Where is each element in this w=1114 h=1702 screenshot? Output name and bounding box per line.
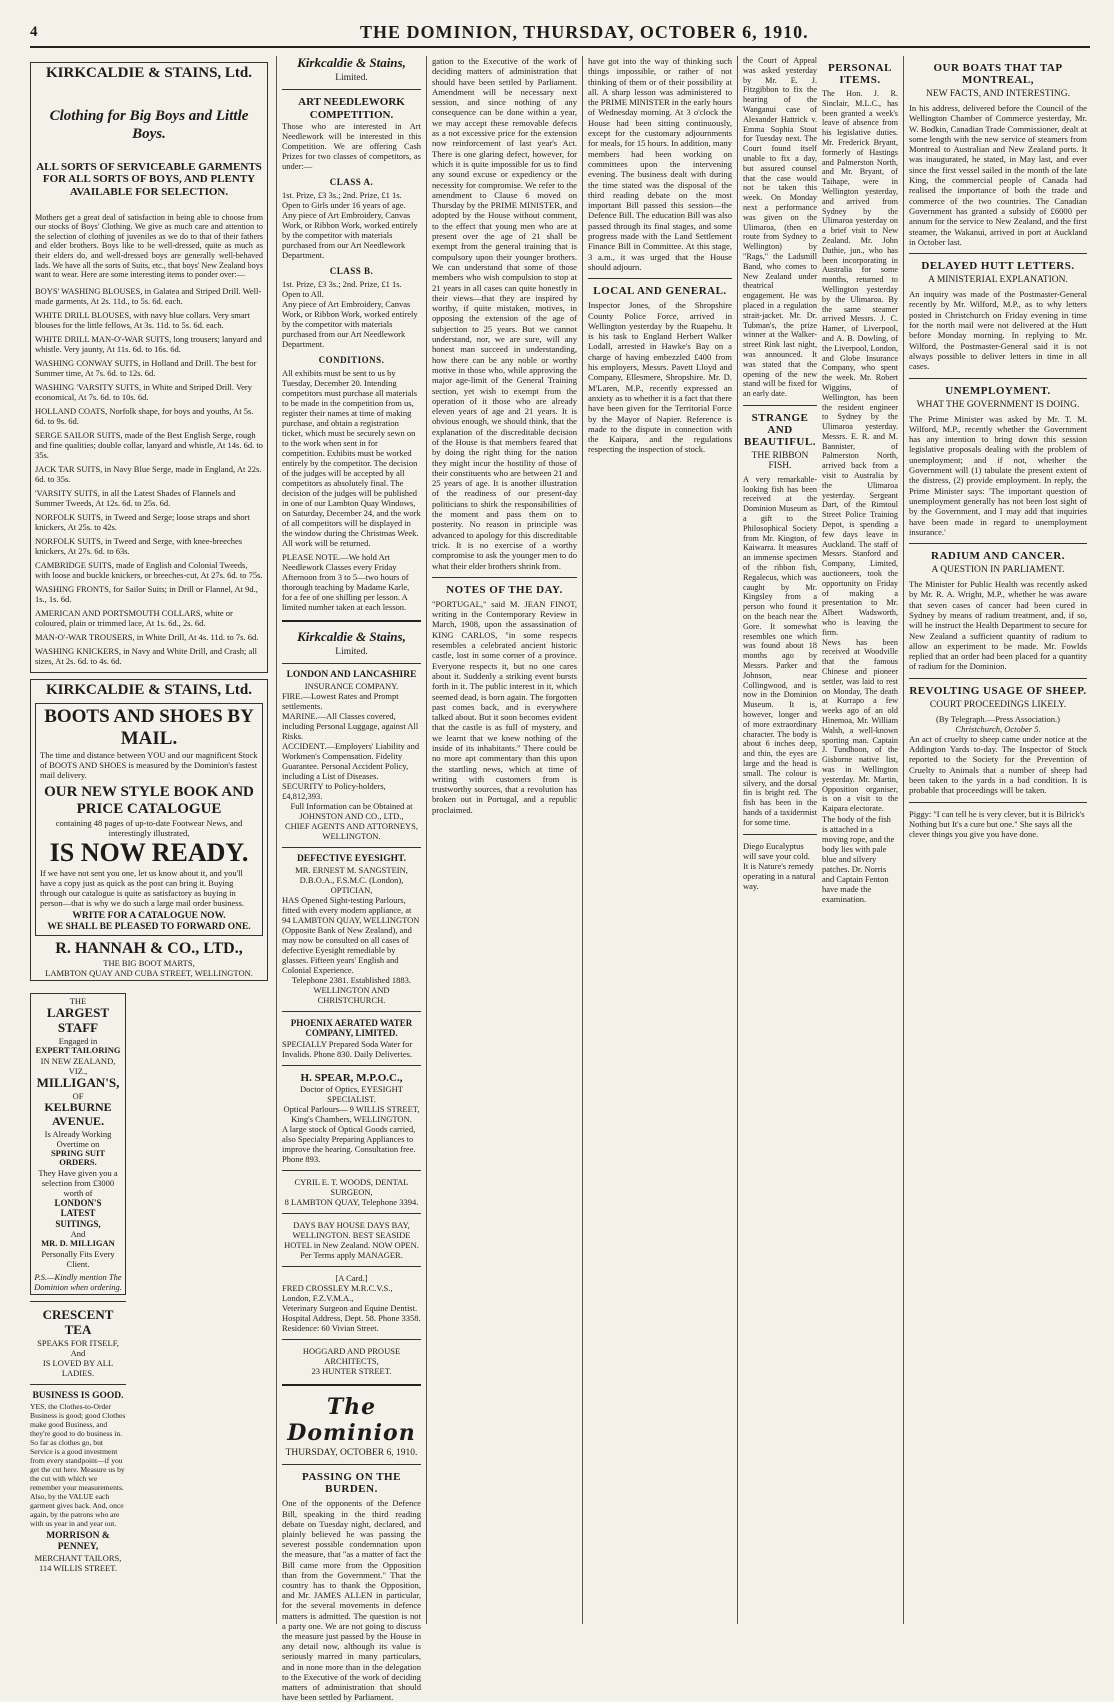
divider xyxy=(282,89,421,90)
strange-title: STRANGE AND BEAUTIFUL. xyxy=(744,411,816,448)
milligan-sel: They Have given you a selection from £3000 worth of xyxy=(38,1168,118,1199)
diego-text: Diego Eucalyptus will save your cold. It is Nature's remedy operating in a natural way. xyxy=(743,840,816,891)
court-text: the Court of Appeal was asked yesterday by Mr. E. J. Fitzgibbon to fix the hearing of the Wanganui case of Alexander Hattrick v. Emma Sophia Stout for Tuesday next. The Court found itself unable to fix a day, but assured counsel that the case would not be taken this week. On Monday next a performance was given on the Ulimaroa, (then en route from Sydney to Wellington) by "Rags," the Ladsmill Band, who comes to New Zealand under theatrical engagement. He was placed in a regulation strait-jacket. Mr. Dr. Tubman's, the prize winner at the Walker-street Rink last night, was announced. It was stated that the opening of the new stand will be fixed for an early date. xyxy=(743,56,817,399)
item-list xyxy=(35,286,263,666)
article-title: PASSING ON THE BURDEN. xyxy=(302,1471,401,1496)
eyesight-name: MR. ERNEST M. SANGSTEIN, D.B.O.A., F.S.M.C. (London), xyxy=(295,865,408,885)
hutt-sub: A MINISTERIAL EXPLANATION. xyxy=(928,275,1068,286)
phoenix-text: SPECIALLY Prepared Soda Water for Invalids. Phone 830. Daily Deliveries. xyxy=(282,1038,413,1059)
hutt-title: DELAYED HUTT LETTERS. xyxy=(921,260,1075,273)
list-item: WHITE DRILL BLOUSES, with navy blue collars. Very smart blouses for the little fellows, At 3s. 11d. to 5s. 6d. each. xyxy=(35,309,250,330)
sheep-place: Christchurch, October 5. xyxy=(955,723,1041,734)
radium-sub: A QUESTION IN PARLIAMENT. xyxy=(931,565,1065,576)
newspaper-title: THE DOMINION, THURSDAY, OCTOBER 6, 1910. xyxy=(360,22,809,42)
milligan-expert: EXPERT TAILORING xyxy=(35,1045,121,1056)
hannah-name: R. HANNAH & CO., LTD., xyxy=(55,940,243,957)
ad-intro: Mothers get a great deal of satisfaction in being able to choose from our stocks of Boys' Clothing. We give as much care and attention to the selection of clothing of juveniles as we do to that of their fathers and elder brothers. Boys like to be well-dressed, quite as much as their elders do, and well-dressed boys are generally well-behaved lads. We have all the sorts of Suits, etc., that boys' New Zealand boys want to wear. Here are some interesting items to ponder over:— xyxy=(35,212,263,280)
insurance-agents: CHIEF AGENTS AND ATTORNEYS, WELLINGTON. xyxy=(284,821,419,842)
tea-title: CRESCENT TEA xyxy=(42,1306,114,1337)
divider xyxy=(909,543,1087,544)
kirkcaldie-clothing-ad xyxy=(30,62,268,673)
list-item: SERGE SAILOR SUITS, made of the Best English Serge, rough and fine qualities; double collar, lanyard and whistle, At 14s. 6d. to 35s. xyxy=(35,429,263,460)
milligan-engaged: Engaged in xyxy=(58,1036,98,1047)
class-a-prize: 1st. Prize, £3 3s.; 2nd. Prize, £1 1s. Open to Girls under 16 years of age. xyxy=(282,190,406,211)
divider xyxy=(282,1384,421,1386)
column-2 xyxy=(282,55,421,1702)
class-a-text: Any piece of Art Embroidery, Canvas Work, or Ribbon Work, worked entirely by the competitor with materials purchased from our Art Needlework Department. xyxy=(282,210,418,261)
woods-name: CYRIL E. T. WOODS, DENTAL SURGEON, xyxy=(294,1177,409,1198)
divider xyxy=(282,1065,421,1066)
insurance-sub: INSURANCE COMPANY. xyxy=(304,681,399,692)
column-rule xyxy=(276,56,277,1624)
business-text: YES, the Clothes-to-Order Business is good; good Clothes make good Business, and they're good to do business in. So far as clothes go, but Service is a good investment from every standpoint—if you get the cut here. Measure us by the cut with which we remember your measurements. Also, by the VALUE each garment gives back. And, once again, by the patrons who are with us year in and year out. xyxy=(30,1401,126,1528)
eyesight-tel: Telephone 2381. Established 1883. WELLINGTON AND CHRISTCHURCH. xyxy=(291,975,412,1005)
ad-headline: Clothing for Big Boys and Little Boys. xyxy=(49,108,249,142)
column-1 xyxy=(30,56,268,1624)
divider xyxy=(282,1011,421,1012)
ready-title: IS NOW READY. xyxy=(49,838,249,868)
column-6 xyxy=(822,56,898,1624)
boots-text: The time and distance between YOU and our magnificent Stock of BOOTS AND SHOES is measured by the Dominion's fastest mail delivery. xyxy=(40,749,258,780)
milligan-street: KELBURNE AVENUE. xyxy=(44,1099,112,1128)
divider xyxy=(282,1266,421,1267)
divider xyxy=(282,1464,421,1465)
divider xyxy=(30,1301,126,1302)
divider xyxy=(909,802,1087,803)
divider xyxy=(282,1339,421,1340)
notes-text: "PORTUGAL," said M. JEAN FINOT, writing in the Contemporary Review in March, 1908, upon the assassination of KING CARLOS, "in some respects resembles a celebrated ancient historic castle, lost in some corner of a province. Everyone respects it, but no one cares about it. Suddenly a striking event bursts forth in it. The public interest in it, which seemed dead, is born again. The forgotten past comes back, and is everywhere talked about. But it soon becomes evident that the castle is as full of mystery, and we learnt that we knew nothing of the inside of its inhabitants." There could be no more apt commentary than this upon the startling news, which at time of writing with customers from is trustworthy sources, that a revolution has broken out in Portugal, and a republic proclaimed. xyxy=(432,598,577,815)
milligan-box xyxy=(30,993,126,1295)
milligan-name: MILLIGAN'S, xyxy=(36,1075,120,1091)
divider xyxy=(30,1384,126,1385)
tea-line: SPEAKS FOR ITSELF, xyxy=(37,1337,119,1348)
conditions-text: All exhibits must be sent to us by Tuesday, December 20. Intending competitors must purchase all materials to be made in the competition from us, register their names at time of making purchase, and obtain a registration ticket, which must be securely sewn on to the work when sent in for competition. Exhibits must be worked entirely by the competitor. The decision of the judges will be accepted by all competitors as absolutely final. The decision of the judges will be published in one of our Lambton Quay Windows, on Saturday, December 24, and the work of all competitors will be displayed in the window during the Christmas Week. All work will be returned. xyxy=(282,368,421,549)
article-continued: have got into the way of thinking such things impossible, or rather of not thinking of them or of their possibility at all. A sharp lesson was administered to the PRIME MINISTER in the early hours of Wednesday morning. At 3 o'clock the House had been sitting continuously, except for the customary adjournments for meals, for 15 hours. In addition, many members had been working on committees upon the intervening evening. The business dealt with during the time stated was the disposal of the third reading debate on the most important Bill passed this session—the Defence Bill. The education Bill was also passed through its final stages, and some progress made with the Land Settlement Finance Bill in Committee. At this stage, 3 a.m., it was urged that the House should adjourn. xyxy=(588,56,732,272)
hoggard-name: HOGGARD AND PROUSE ARCHITECTS, xyxy=(302,1346,401,1367)
editorial-text: gation to the Executive of the work of deciding matters of administration that should have been settled by Parliament. Amendment will be necessary next session, and since nothing of any consequence can be done within a year, we may accept these removable defects as a not excessive price for the extension now reinforcement of last year's Act. There is one glaring defect, however, for which it is quite impossible for us to find any sound excuse or expediency or the necessity for compromise. We refer to the amendment to Clause 6 moved on Thursday by the PRIME MINISTER, and adopted by the House without comment, to the effect that young men who are at present over the age of 21 shall be exempt from the general training that is compulsory upon their younger brothers. We can understand that some of those members who wish compulsion to stop at 21 years in all cases can quite honestly in their views—that they are inspired by worthy, if quite mistaken, motives, in opposing the extension of the age of subjection to 25 years. But we cannot understand, nor, we are sure, will any honest man succeed in understanding, how there can be any noble or worthy motive in those who, while approving the major age-limit of the General Training section, yet wish to exempt from the operation of it those who are already eleven years of age and 21 years. It is obvious enough, we should think, that the explanation of the discreditable decision of the House is that members feared that by doing the right thing for the nation they might incur the hostility of those of their constituents who are between 21 and 25 years of age. It is another illustration of the readiness of our present-day politicians to shirk the responsibilities of the moment and pass them on to posterity. No reason in principle was advanced to apology for this discreditable trick. It is no exercise of a worthy compromise to ask the younger men to do what their elder brothers shrink from. xyxy=(432,56,577,571)
column-rule xyxy=(737,56,738,1624)
art-intro: Those who are interested in Art Needlework will be interested in this Competition. We are offering Cash Prizes for two classes of competitors, as under:— xyxy=(282,121,421,172)
page-number: 4 xyxy=(30,24,38,40)
morrison-addr: 114 WILLIS STREET. xyxy=(39,1562,117,1573)
sheep-title: REVOLTING USAGE OF SHEEP. xyxy=(909,684,1087,697)
class-b-heading: CLASS B. xyxy=(329,266,374,277)
fish-text: A very remarkable-looking fish has been received at the Dominion Museum as a gift to the Philosophical Society from Mr. Kington, of Kaiwarra. It measures an immense specimen of the ribbon fish, Regalecus, which was caught by Mr. Kingsley from a person who found it on the beach near the Gore. It somewhat resembles one which was found about 18 months ago by Messrs. Parker and Johnson, near Collingwood, and is now in the Dominion Museum. It is, however, longer and of more extraordinary character. The body is about 6 inches deep, and thin, the eyes are large and the head is small. The colour is silvery, and the dorsal fin is bright red. The fish has been in the hands of a taxidermist for some time. xyxy=(743,474,817,827)
unemployment-text: The Prime Minister was asked by Mr. T. M. Wilford, M.P., recently whether the Government has any intention to bring down this session legislative proposals dealing with the problem of unemployment; and if not, whether the Government will (1) tabulate the present extent of the distress, (2) provide employment. In reply, the Prime Minister says: 'The important question of unemployment generally has not been lost sight of by the Government, and I may add that inquiries have been made in regard to unemployment insurance.' xyxy=(909,413,1087,537)
dominion-masthead: The Dominion xyxy=(287,1394,416,1447)
list-item: WASHING CONWAY SUITS, in Holland and Drill. The best for Summer time, At 7s. 6d. to 12s. 6d. xyxy=(35,357,257,378)
dominion-date: THURSDAY, OCTOBER 6, 1910. xyxy=(285,1448,418,1459)
boats-sub: NEW FACTS, AND INTERESTING. xyxy=(926,89,1070,99)
personal-title: PERSONAL ITEMS. xyxy=(828,62,892,86)
write-line: WRITE FOR A CATALOGUE NOW. xyxy=(72,911,226,922)
strange-foot: The body of the fish is attached in a moving rope, and the body lies with pale blue and silvery patches. Dr. Norris and Captain Fenton have made the examination. xyxy=(822,813,895,904)
conditions-heading: CONDITIONS. xyxy=(318,355,385,366)
hannah-addr: LAMBTON QUAY AND CUBA STREET, WELLINGTON. xyxy=(45,968,253,979)
masthead xyxy=(30,20,1090,48)
spear-name: H. SPEAR, M.P.O.C., xyxy=(300,1071,403,1084)
list-item: MAN-O'-WAR TROUSERS, in White Drill, At 4s. 11d. to 7s. 6d. xyxy=(35,631,259,642)
ad-limited: Limited. xyxy=(335,72,368,83)
ad-brand: Kirkcaldie & Stains, xyxy=(297,629,406,645)
divider xyxy=(282,620,421,622)
insurance-marine: MARINE.—All Classes covered, including Personal Luggage, against All Risks. xyxy=(282,711,419,742)
milligan-nz: IN NEW ZEALAND, VIZ., xyxy=(40,1056,116,1077)
art-title: ART NEEDLEWORK COMPETITION. xyxy=(298,95,405,121)
eyesight-title: DEFECTIVE EYESIGHT. xyxy=(296,854,407,865)
column-rule xyxy=(426,56,427,1624)
boots-box xyxy=(35,703,263,936)
milligan-of: OF xyxy=(72,1090,84,1101)
spear-sub: Doctor of Optics, EYESIGHT SPECIALIST. xyxy=(300,1084,403,1105)
divider xyxy=(743,405,817,406)
crossley-name: FRED CROSSLEY M.R.C.V.S., London, F.Z.V.M.A., xyxy=(282,1283,393,1304)
insurance-full: Full Information can be Obtained at JOHNSTON AND CO., LTD., xyxy=(290,801,413,822)
hutt-text: An inquiry was made of the Postmaster-General recently by Mr. Wilford, M.P., as to why letters posted in Christchurch on Friday evening in time for the north mail were not delivered at the Hutt before Monday morning. In replying to Mr. Wilford, the Postmaster-General said it is not always possible to deliver letters in time in all cases. xyxy=(909,289,1087,372)
ad-limited: Limited. xyxy=(335,647,368,658)
milligan-busy: Is Already Working Overtime on xyxy=(44,1128,112,1149)
tea-line: IS LOVED BY ALL xyxy=(42,1357,114,1368)
ad-subhead: ALL SORTS OF SERVICEABLE GARMENTS FOR ALL SORTS OF BOYS, AND PLENTY AVAILABLE FOR SELECTION. xyxy=(36,160,262,199)
milligan-and: And xyxy=(70,1229,86,1240)
list-item: WASHING 'VARSITY SUITS, in White and Striped Drill. Very economical, At 7s. 6d. to 10s. 6d. xyxy=(35,381,253,402)
boots-ad xyxy=(30,679,268,982)
hannah-sub: THE BIG BOOT MARTS, xyxy=(103,958,195,969)
divider xyxy=(909,678,1087,679)
list-item: CAMBRIDGE SUITS, made of English and Colonial Tweeds, with loose and buckle knickers, or breeches-cut, At 27s. 6d. to 75s. xyxy=(35,559,263,580)
divider xyxy=(432,577,577,578)
phoenix-title: PHOENIX AERATED WATER COMPANY, LIMITED. xyxy=(290,1018,413,1039)
boats-title: OUR BOATS THAT TAP MONTREAL, xyxy=(933,62,1063,86)
insurance-fire: FIRE.—Lowest Rates and Prompt settlements. xyxy=(282,691,399,712)
catalogue-title: OUR NEW STYLE BOOK AND PRICE CATALOGUE xyxy=(44,783,254,818)
article-text: One of the opponents of the Defence Bill, speaking in the third reading debate on Tuesday night, declared, and plainly believed he was passing the severest possible condemnation upon the measure, that "as a matter of fact the Bill came more from the Opposition than from the Government." That the country has to thank the Opposition, and Mr. JAMES ALLEN in particular, for the several movements in defence matters is admitted. The question is not a party one. We are not going to discuss the measure just passed by the House in any detail now, although its value is seriously marred in many particulars, and in none more than in the delegation to the Executive of the work of deciding matters of administration that should have been settled by Parliament. xyxy=(282,1498,421,1702)
column-rule xyxy=(903,56,904,1624)
card-label: [A Card.] xyxy=(335,1273,368,1284)
business-ad xyxy=(30,1391,126,1573)
milligan-ad xyxy=(30,987,126,1572)
sheep-by: (By Telegraph.—Press Association.) xyxy=(936,713,1060,724)
list-item: WASHING KNICKERS, in Navy and White Drill, and Crash; all sizes, At 2s. 6d. to 4s. 6d. xyxy=(35,645,257,666)
milligan-mr: MR. D. MILLIGAN xyxy=(41,1238,115,1249)
personal-text: The Hon. J. R. Sinclair, M.L.C., has been granted a week's leave of absence from his legislative duties. Mr. Frederick Bryant, formerly of Hastings and Palmerston North, and Mr. Bryant, of Taihape, were in Wellington yesterday, and arrived from Sydney by the Ulimaroa yesterday on a brief visit to New Zealand. Mr. John Dathie, jun., who has been incorporating in Australia for some months, returned to Wellington yesterday by the Ulimaroa. By the same steamer arrived Messrs. J. C. Hamer, of Liverpool, and A. B. Dowling, of the Liverpool, London, and Globe Insurance Company, who spent the week. Mr. Robert Wiggins, of Wellington, has been the resident engineer to Sydney by the Ulimaroa yesterday. Messrs. E. R. and M. Bannister, of Palmerston North, arrived back from a visit to Australia by the Ulimaroa yesterday. Sergeant Dart, of the Rimtoul Street Police Training Depot, is spending a few days leave in Auckland. The staff of Messrs. Stanford and Company, Limited, auctioneers, took the opportunity on Friday of making a presentation to Mr. Albert Wadsworth, who is leaving the firm. xyxy=(822,89,898,637)
spear-text: A large stock of Optical Goods carried, also Specialty Preparing Appliances to improve the hearing. Consultation free. Phone 893. xyxy=(282,1124,416,1165)
boots-title: BOOTS AND SHOES BY MAIL. xyxy=(44,706,254,749)
list-item: WASHING FRONTS, for Sailor Suits; in Drill or Flannel, At 9d., 1s., 1s. 6d. xyxy=(35,583,258,604)
list-item: JACK TAR SUITS, in Navy Blue Serge, made in England, At 22s. 6d. to 35s. xyxy=(35,463,262,484)
please-note: PLEASE NOTE.—We hold Art Needlework Classes every Friday Afternoon from 3 to 5—two hours of thorough teaching by Madame Karle, for a fee of one shilling per lesson. A limited number taken at each lesson. xyxy=(282,552,410,613)
divider xyxy=(909,253,1087,254)
milligan-ps: P.S.—Kindly mention The Dominion when ordering. xyxy=(34,1271,122,1292)
hoggard-addr: 23 HUNTER STREET. xyxy=(311,1366,392,1377)
radium-title: RADIUM AND CANCER. xyxy=(931,550,1065,563)
divider xyxy=(282,1170,421,1171)
list-item: 'VARSITY SUITS, in all the Latest Shades of Flannels and Summer Tweeds, At 12s. 6d. to 25s. 6d. xyxy=(35,487,236,508)
milligan-fit: Personally Fits Every Client. xyxy=(41,1248,115,1269)
tea-line: LADIES. xyxy=(61,1367,95,1378)
milligan-spring: SPRING SUIT ORDERS. xyxy=(50,1147,106,1168)
list-item: NORFOLK SUITS, in Tweed and Serge, with knee-breeches knickers, At 27s. 6d. to 63s. xyxy=(35,535,243,556)
insurance-security: SECURITY to Policy-holders, £4,812,393. xyxy=(282,781,386,802)
column-7 xyxy=(909,56,1087,1624)
forward-line: WE SHALL BE PLEASED TO FORWARD ONE. xyxy=(47,922,251,933)
divider xyxy=(282,663,421,664)
personal-text-2: News has been received at Woodville that the famous Chinese and pioneer settler, was laid to rest on Monday, The death at Kurrapo a few weeks ago of an old Hinemoa, Mr. William Walsh, a well-known sporting man. Captain J. Tundhoon, of the Gisborne native list, was in Wellington yesterday. Mr. Martin, Opposition organiser, is on a visit to the Kaipara electorate. xyxy=(822,637,898,814)
divider xyxy=(909,378,1087,379)
column-4 xyxy=(588,56,732,1624)
list-item: HOLLAND COATS, Norfolk shape, for boys and youths, At 5s. 6d. to 9s. 6d. xyxy=(35,405,254,426)
morrison-name: MORRISON & PENNEY, xyxy=(46,1530,110,1552)
list-item: AMERICAN AND PORTSMOUTH COLLARS, white or coloured, plain or trimmed lace, At 1s. 6d., 2s. 6d. xyxy=(35,607,233,628)
class-b-prize: 1st. Prize, £3 3s.; 2nd. Prize, £1 1s. Open to All. xyxy=(282,279,402,300)
milligan-largest: LARGEST STAFF xyxy=(46,1005,110,1036)
sheep-sub: COURT PROCEEDINGS LIKELY. xyxy=(929,699,1067,710)
ad-brand: KIRKCALDIE & STAINS, Ltd. xyxy=(45,65,252,81)
column-3 xyxy=(432,56,577,1624)
column-5 xyxy=(743,56,817,1624)
days-bay: DAYS BAY HOUSE DAYS BAY, WELLINGTON. BEST SEASIDE HOTEL in New Zealand. NOW OPEN. Per Terms apply MANAGER. xyxy=(284,1220,419,1261)
milligan-latest: LATEST xyxy=(60,1208,96,1219)
ad-brand: Kirkcaldie & Stains, xyxy=(297,55,406,70)
local-title: LOCAL AND GENERAL. xyxy=(593,285,727,298)
milligan-suitings: SUITINGS, xyxy=(55,1218,101,1229)
woods-addr: 8 LAMBTON QUAY, Telephone 3394. xyxy=(284,1197,419,1208)
divider xyxy=(588,278,732,279)
piggy-text: Piggy: "I can tell he is very clever, but it is Bilrick's Nothing but It's a cure but one." She says all the clever things you give you have done. xyxy=(909,808,1085,839)
sheep-text: An act of cruelty to sheep came under notice at the Addington Yards to-day. The Inspector of Stock reported to the Society for the Prevention of Cruelty to Animals that a number of sheep had been taken to the yards in a bad condition. It is probable that proceedings will be taken. xyxy=(909,733,1087,796)
unemployment-title: UNEMPLOYMENT. xyxy=(945,384,1051,397)
class-a-heading: CLASS A. xyxy=(329,177,374,188)
spear-addr: Optical Parlours— 9 WILLIS STREET, King's Chambers, WELLINGTON. xyxy=(283,1104,420,1125)
notes-title: NOTES OF THE DAY. xyxy=(446,583,563,596)
column-rule xyxy=(582,56,583,1624)
unemployment-sub: WHAT THE GOVERNMENT IS DOING. xyxy=(916,399,1080,410)
class-b-text: Any piece of Art Embroidery, Canvas Work, or Ribbon Work, worked entirely by the competitor with materials purchased from our Art Needlework Department. xyxy=(282,299,418,350)
divider xyxy=(282,847,421,848)
divider xyxy=(743,834,817,835)
crossley-text: Veterinary Surgeon and Equine Dentist. Hospital Address, Dept. 58. Phone 3358. Residence: 60 Vivian Street. xyxy=(282,1303,421,1334)
divider xyxy=(282,1213,421,1214)
catalogue-sub: containing 48 pages of up-to-date Footwear News, and interestingly illustrated, xyxy=(55,818,243,839)
business-title: BUSINESS IS GOOD. xyxy=(32,1390,124,1401)
eyesight-role: OPTICIAN, xyxy=(330,885,373,895)
insurance-title: LONDON AND LANCASHIRE xyxy=(286,670,417,681)
radium-text: The Minister for Public Health was recently asked by Mr. R. A. Wright, M.P., whether he was aware that seven cases of cancer had been cured in Sydney by means of radium treatment, and, if so, will he instruct the Health Department to secure for New Zealand a sufficient quantity of radium to allow an experiment to be made. Mr. Fowlds replied that an order had been placed for a quantity of radium for the Dominion. xyxy=(909,579,1087,672)
boats-text: In his address, delivered before the Council of the Wellington Chamber of Commerce yesterday, Mr. W. Bodkin, Canadian Trade Commissioner, dealt at some length with the new service of steamers from Montreal to Australian and New Zealand ports. It was inaugurated, he stated, in May last, and ever since the first vessel sailed in the month of the late King, the commercial people of Canada had realised the importance of both the trade and commerce of the two countries. The Canadian Government has granted a subsidy of £6000 per annum for the service to New Zealand, and the first steamer, the Wakanui, arrived in port at Auckland in October last. xyxy=(909,103,1087,247)
tea-line: And xyxy=(70,1347,86,1358)
tea-ad xyxy=(30,1308,126,1378)
list-item: NORFOLK SUITS, in Tweed and Serge; loose straps and short knickers, At 25s. to 42s. xyxy=(35,511,250,532)
list-item: BOYS' WASHING BLOUSES, in Galatea and Striped Drill. Well-made garments, At 2s. 11d., to 5s. 6d. each. xyxy=(35,285,262,306)
local-text: Inspector Jones, of the Shropshire County Police Force, arrived in Wellington yesterday by the Ruapehu. It is his task to England Herbert Walker Lodall, arrested in Hawke's Bay on a charge of having embezzled £400 from his employers, Messrs. Pavett Lloyd and Company, Ellesmere, Shropshire. Mr. D. M'Laren, M.P., recently expressed an anxiety as to whether it is a fact that there have been given for the Territorial Force by the Mayor of Napier. Reference is made to the dispute in connection with the Kaipara, and the regulations respecting the inspection of stock. xyxy=(588,300,732,455)
fish-title: THE RIBBON FISH. xyxy=(751,450,809,471)
insurance-accident: ACCIDENT.—Employers' Liability and Workmen's Compensation. Fidelity Guarantee. Personal Accident Policy, including a List of Diseases. xyxy=(282,741,420,782)
ad-brand: KIRKCALDIE & STAINS, Ltd. xyxy=(45,681,252,698)
list-item: WHITE DRILL MAN-O'-WAR SUITS, long trousers; lanyard and whistle. Very jaunty, At 11s. 6d. to 16s. 6d. xyxy=(35,333,262,354)
milligan-london: LONDON'S xyxy=(54,1198,102,1209)
eyesight-text: HAS Opened Sight-testing Parlours, fitted with every modern appliance, at 94 LAMBTON QUAY, WELLINGTON (Opposite Bank of New Zealand), and may now be consulted on all cases of defective Eyesight remediable by glasses. Fifteen years' English and Colonial Experience. xyxy=(282,895,420,975)
ready-text: If we have not sent you one, let us know about it, and you'll have a copy just as quick as the post can bring it. Buying through our catalogue is quite as satisfactory as buying in person—that is why we do such a large mail order business. xyxy=(40,868,245,909)
morrison-sub: MERCHANT TAILORS, xyxy=(34,1552,122,1563)
milligan-the: THE xyxy=(69,996,87,1007)
